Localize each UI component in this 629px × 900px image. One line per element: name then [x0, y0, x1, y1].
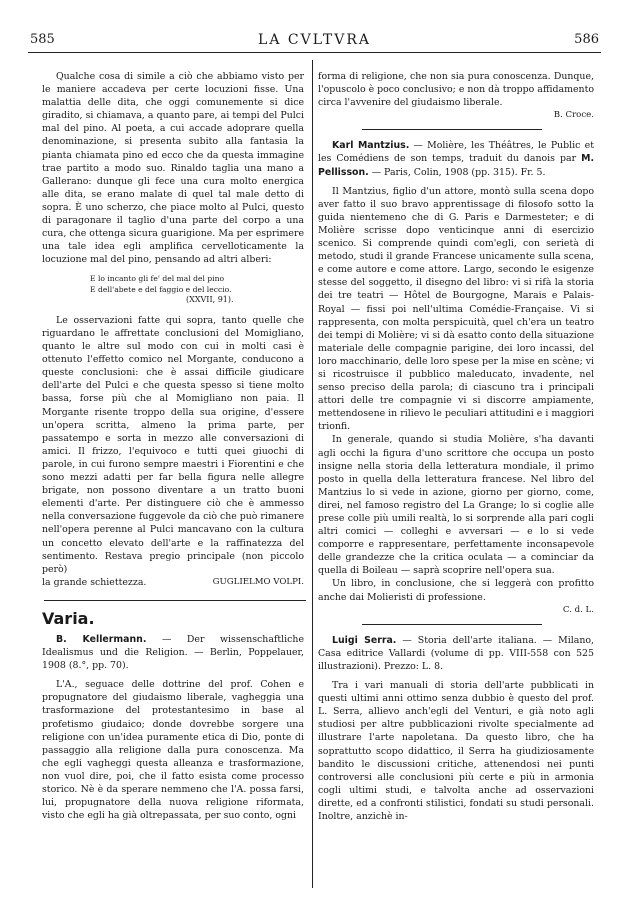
signature-cdl: C. d. L. — [562, 604, 594, 615]
signature-croce: B. Croce. — [553, 110, 594, 121]
verse-quote — [90, 274, 304, 306]
page-header — [30, 32, 599, 52]
left-column — [42, 70, 304, 822]
kellermann-author: B. Kellermann. — [56, 633, 147, 645]
entry-mantzius-heading — [318, 139, 594, 178]
verse-reference: (XXVII, 91). — [186, 295, 234, 305]
kellermann-review-continued: forma di religione, che non sia pura conoscenza. Dunque, l'opuscolo è poco conclusivo; e non dà troppo affidamento circa l'avvenire del giudaismo liberale. — [318, 71, 594, 109]
signature-volpi: GUGLIELMO VOLPI. — [212, 576, 304, 587]
entry-separator — [362, 129, 542, 130]
section-separator — [44, 600, 306, 601]
mantzius-translator: M. Pellisson. — [318, 153, 594, 178]
kellermann-title: — Der wissenschaftliche Idealismus und die Religion. — Berlin, Poppelauer, 1908 (8.°, pp. 70). — [42, 633, 305, 672]
mantzius-author: Karl Mantzius. — [332, 140, 410, 152]
entry-kellermann-heading — [42, 633, 304, 672]
serra-title: — Storia dell'arte italiana. — Milano, Casa editrice Vallardi (volume di pp. VIII-558 con 525 illustrazioni). Prezzo: L. 8. — [318, 634, 595, 672]
kellermann-review-body: L'A., seguace delle dottrine del prof. Cohen e propugnatore del giudaismo liberale, vagheggia una trasformazione del protestantesimo in base al profetismo giudaico; donde dovrebbe sorgere una religione con un'idea puramente etica di Dio, ponte di passaggio alla religione dalla pura conoscenza. Ma che egli vagheggi questa alleanza e trasformazione, non vuol dire, poi, che il fatto esista come processo storico. Nè è da sperare nemmeno che l'A. possa farsi, lui, propugnatore della nuova religione riformata, visto che egli ha già oltrepassata, per suo conto, ogni — [42, 679, 304, 822]
mantzius-paragraph-3: Un libro, in conclusione, che si leggerà con profitto anche dai Molieristi di professione. — [318, 578, 594, 603]
serra-review-body: Tra i vari manuali di storia dell'arte pubblicati in questi ultimi anni ottimo senza dubbio è questo del prof. L. Serra, allievo anch'egli del Venturi, e già noto agli studiosi per altre pubblicazioni rivolte specialmente ad illustrare l'arte napoletana. Da questo libro, che ha soprattutto scopo didattico, il Serra ha giudiziosamente bandito le discussioni critiche, attenendosi nei punti controversi alle conclusioni più certe e più in armonia cogli ultimi studi, e talvolta anche ad osservazioni dirette, ed a confronti stilistici, fondati su studi personali. Inoltre, anzichè in- — [318, 680, 594, 822]
section-title-varia: Varia. — [42, 608, 95, 628]
journal-title: LA CVLTVRA — [258, 32, 371, 48]
right-column — [318, 70, 594, 823]
entry-serra-heading — [318, 634, 594, 673]
paragraph-last-line: la grande schiettezza. — [42, 576, 147, 588]
paragraph-conclusions: Le osservazioni fatte qui sopra, tanto quelle che riguardano le affrettate conclusioni del Momigliano, quanto le altre sul modo con cui in molti casi è ottenuto l'effetto comico nel Morgante, conducono a queste conclusioni: che è assai difficile giudicare dell'arte del Pulci e che questa spesso si tiene molto bassa, forse più che al Momigliano non paia. Il Morgante risente troppo della sua origine, d'essere un'opera scritta, almeno la prima parte, per passatempo e sorta in mezzo alle conversazioni di amici. Il frizzo, l'equivoco e tutti quei giuochi di parole, in cui furono sempre maestri i Fiorentini e che sono mezzi adatti per far bella figura nelle allegre brigate, non possono diventare a un tratto buoni elementi d'arte. Per distinguere ciò che è ammesso nella conversazione fuggevole da ciò che può rimanere nell'opera perenne al Pulci mancavano con la cultura un concetto elevato dell'arte e la raffinatezza del sentimento. Restava pregio principale (non piccolo però) — [42, 314, 304, 575]
verse-line-2: E dell'abete e del faggio e del leccio. — [90, 284, 232, 294]
paragraph-pulci-maladie: Qualche cosa di simile a ciò che abbiamo visto per le maniere accadeva per certe locuzioni fisse. Una malattia delle dita, che oggi comunemente si dice giradito, si chiamava, a quanto pare, ai tempi del Pulci mal del pino. Al poeta, a cui accade adoprare quella denominazione, si presenta subito alla fantasia la pianta chiamata pino ed ecco che da questa immagine trae partito a modo suo. Rinaldo taglia una mano a Gallerano: dunque gli fece una cura molto energica alle dita, se erano malate di quel tal male detto di sopra. È uno scherzo, che piace molto al Pulci, questo di paragonare il taglio d'una parte del corpo a una cura, che ottenga sicura guarigione. Ma per esprimere una tale idea egli amplifica cervelloticamente la locuzione mal del pino, pensando ad altri alberi: — [42, 71, 304, 266]
page-number-right: 586 — [574, 32, 599, 47]
mantzius-paragraph-1: Il Mantzius, figlio d'un attore, montò sulla scena dopo aver fatto il suo bravo apprentissage di filosofo sotto la guida nientemeno che di G. Paris e Darmesteter; e di Molière scrisse dopo venticinque anni di esercizio scenico. Si comprende quindi com'egli, con serietà di metodo, studi il grande Francese unicamente sulla scena, e come autore e come attore. Largo, secondo le esigenze stesse del soggetto, il disegno del libro: vi si rifà la storia dei tre teatri — Hôtel de Bourgogne, Marais e Palais-Royal — fissi poi nell'ultima Comédie-Française. Vi si rappresenta, con molta perspicuità, quel ch'era un teatro dei tempi di Molière; vi si dà esatto conto della situazione materiale delle compagnie parigine, dei loro incassi, del loro macchinario, delle loro spese per la mise en scène; vi si ricostruisce il pubblico maleducato, invadente, nel senso preciso della parola; di ciascuno tra i principali attori delle tre compagnie vi si discorre ampiamente, mettendosene in rilievo le peculiari attitudini e i maggiori trionfi. — [318, 185, 594, 433]
page-number-left: 585 — [30, 32, 55, 47]
serra-author: Luigi Serra. — [332, 634, 397, 646]
entry-separator-2 — [362, 624, 542, 625]
article-signature-row — [42, 576, 304, 589]
mantzius-title: — Molière, les Théâtres, le Public et les Comédiens de son temps, traduit du danois par — [318, 140, 594, 165]
verse-line-1: E lo incanto gli fe' del mal del pino — [90, 274, 225, 284]
mantzius-paragraph-2: In generale, quando si studia Molière, s'ha davanti agli occhi la figura d'uno scrittore che occupa un posto insigne nella storia della letteratura mondiale, il primo posto in quella della letteratura francese. Nel libro del Mantzius lo si vede in azione, giorno per giorno, come, direi, nel famoso registro del La Grange; lo si coglie alle prese colle più umili realtà, lo si sorprende alla pari cogli altri comici — colleghi e avversari — e lo si vede comporre e rappresentare, perfettamente inconsapevole delle grandezze che la critica oculata — a cominciar da quella di Boileau — saprà scoprire nell'opera sua. — [318, 434, 594, 577]
column-divider — [312, 60, 313, 888]
mantzius-publication: — Paris, Colin, 1908 (pp. 315). Fr. 5. — [371, 166, 546, 178]
header-rule — [28, 52, 601, 53]
